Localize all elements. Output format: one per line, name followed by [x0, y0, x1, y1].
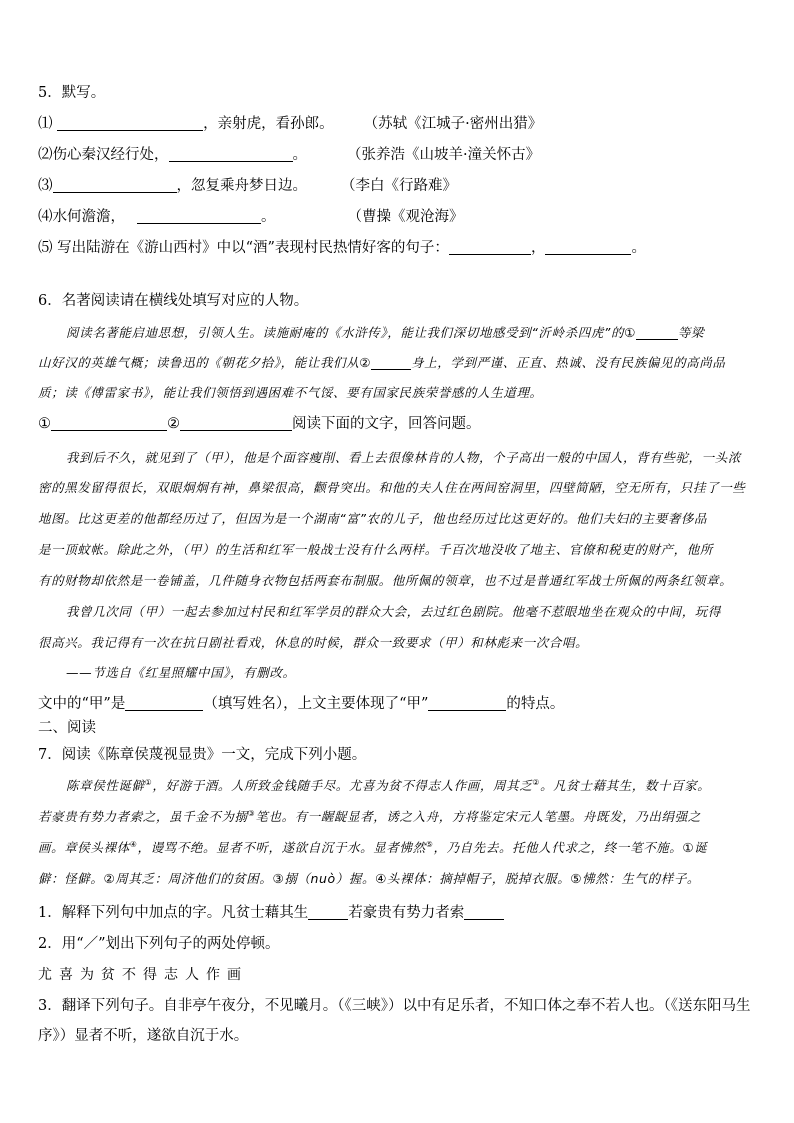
- blank[interactable]: [636, 325, 678, 340]
- q7-sub-3-line-1: 3．翻译下列句子。自非亭午夜分，不见曦月。（《三峡》）以中有足乐者，不知口体之奉不若人也。（《送东阳马生: [38, 998, 751, 1014]
- passage-line-3: 地图。比这更差的他都经历过了，但因为是一个湖南“富”农的儿子，他也经历过比这更好的。他们夫妇的主要奢侈品: [38, 511, 708, 526]
- blank[interactable]: [137, 209, 261, 224]
- blank[interactable]: [180, 416, 292, 431]
- q7-text-line-3: 画。章侯头裸体④，谩骂不绝。显者不听，遂欲自沉于水。显者怫然⑤，乃自先去。托他人代求之，终一笔不施。①诞: [38, 839, 708, 855]
- blank[interactable]: [125, 696, 203, 711]
- blank[interactable]: [308, 905, 348, 920]
- q6-question-line: 文中的“甲”是 （填写姓名），上文主要体现了“甲” 的特点。: [38, 696, 565, 712]
- blank[interactable]: [53, 178, 177, 193]
- q7-sentence: 尤喜为贫不得志人作画: [38, 967, 248, 983]
- blank[interactable]: [464, 905, 504, 920]
- q7-sub-2: 2．用“／”划出下列句子的两处停顿。: [38, 936, 280, 952]
- q5-item-5: ⑸ 写出陆游在《游山西村》中以“酒”表现村民热情好客的句子： ， 。: [38, 240, 646, 256]
- q5-title: 5．默写。: [38, 85, 106, 101]
- blank[interactable]: [428, 696, 506, 711]
- q7-text-line-1: 陈章侯性诞僻①，好游于酒。人所致金钱随手尽。尤喜为贫不得志人作画，周其乏②。凡贫士藉其生，数十百家。: [66, 777, 711, 793]
- blank[interactable]: [449, 240, 531, 255]
- q7-sub-1: 1．解释下列句中加点的字。凡贫士藉其生 若豪贵有势力者索: [38, 904, 764, 922]
- q7-text-line-2: 若豪贵有势力者索之，虽千金不为搦③笔也。有一龌龊显者，诱之入舟，方将鉴定宋元人笔墨。舟既发，乃出绢强之: [38, 808, 701, 824]
- passage-line-4: 是一顶蚊帐。除此之外，（甲）的生活和红军一般战士没有什么两样。千百次地没收了地主、官僚和税吏的财产，他所: [38, 542, 713, 557]
- blank[interactable]: [545, 240, 631, 255]
- passage-line-2: 密的黑发留得很长，双眼炯炯有神，鼻梁很高，颧骨突出。和他的夫人住在两间窑洞里，四壁简陋，空无所有，只挂了一些: [38, 480, 746, 495]
- passage-line-5: 有的财物却依然是一卷铺盖，几件随身衣物包括两套布制服。他所佩的领章，也不过是普通红军战士所佩的两条红领章。: [38, 573, 733, 588]
- blank[interactable]: [371, 355, 411, 370]
- passage-line-1: 我到后不久，就见到了（甲），他是个面容瘦削、看上去很像林肯的人物，个子高出一般的中国人，背有些驼，一头浓: [66, 450, 741, 465]
- blank[interactable]: [57, 116, 203, 131]
- q7-text-line-4: 僻：怪僻。②周其乏：周济他们的贫困。③搦（nuò）握。④头裸体：摘掉帽子，脱掉衣服。⑤怫然：生气的样子。: [38, 871, 701, 886]
- q7-sub-3-line-2: 序》）显者不听，遂欲自沉于水。: [38, 1028, 249, 1044]
- q6-answer-line: ① ② 阅读下面的文字，回答问题。: [38, 416, 481, 432]
- blank[interactable]: [51, 416, 167, 431]
- q6-para-3: 质；读《傅雷家书》，能让我们领悟到遇困难不气馁、要有国家民族荣誉感的人生道理。: [38, 385, 543, 400]
- q6-para-1: 阅读名著能启迪思想，引领人生。读施耐庵的《水浒传》，能让我们深切地感受到“沂岭杀四虎”的① 等梁: [66, 325, 705, 340]
- q5-item-4: ⑷水何澹澹， 。 （曹操《观沧海》: [38, 209, 464, 225]
- q5-item-1: ⑴ ，亲射虎，看孙郎。 （苏轼《江城子·密州出猎》: [38, 116, 543, 132]
- passage-line-6: 我曾几次同（甲）一起去参加过村民和红军学员的群众大会，去过红色剧院。他毫不惹眼地坐在观众的中间，玩得: [66, 604, 722, 619]
- blank[interactable]: [169, 147, 293, 162]
- passage-source: ——节选自《红星照耀中国》，有删改。: [66, 665, 296, 680]
- q5-item-2: ⑵伤心秦汉经行处， 。 （张养浩《山坡羊·潼关怀古》: [38, 147, 541, 163]
- passage-line-7: 很高兴。我记得有一次在抗日剧社看戏，休息的时候，群众一致要求（甲）和林彪来一次合唱。: [38, 635, 589, 650]
- q7-title: 7．阅读《陈章侯蔑视显贵》一文，完成下列小题。: [38, 747, 367, 763]
- q5-item-3: ⑶ ，忽复乘舟梦日边。 （李白《行路难》: [38, 178, 457, 194]
- q6-para-2: 山好汉的英雄气概；读鲁迅的《朝花夕拾》，能让我们从② 身上，学到严谨、正直、热诚、没有民族偏见的高尚品: [38, 355, 726, 370]
- section-title: 二、阅读: [38, 720, 96, 736]
- q6-title: 6．名著阅读请在横线处填写对应的人物。: [38, 293, 309, 309]
